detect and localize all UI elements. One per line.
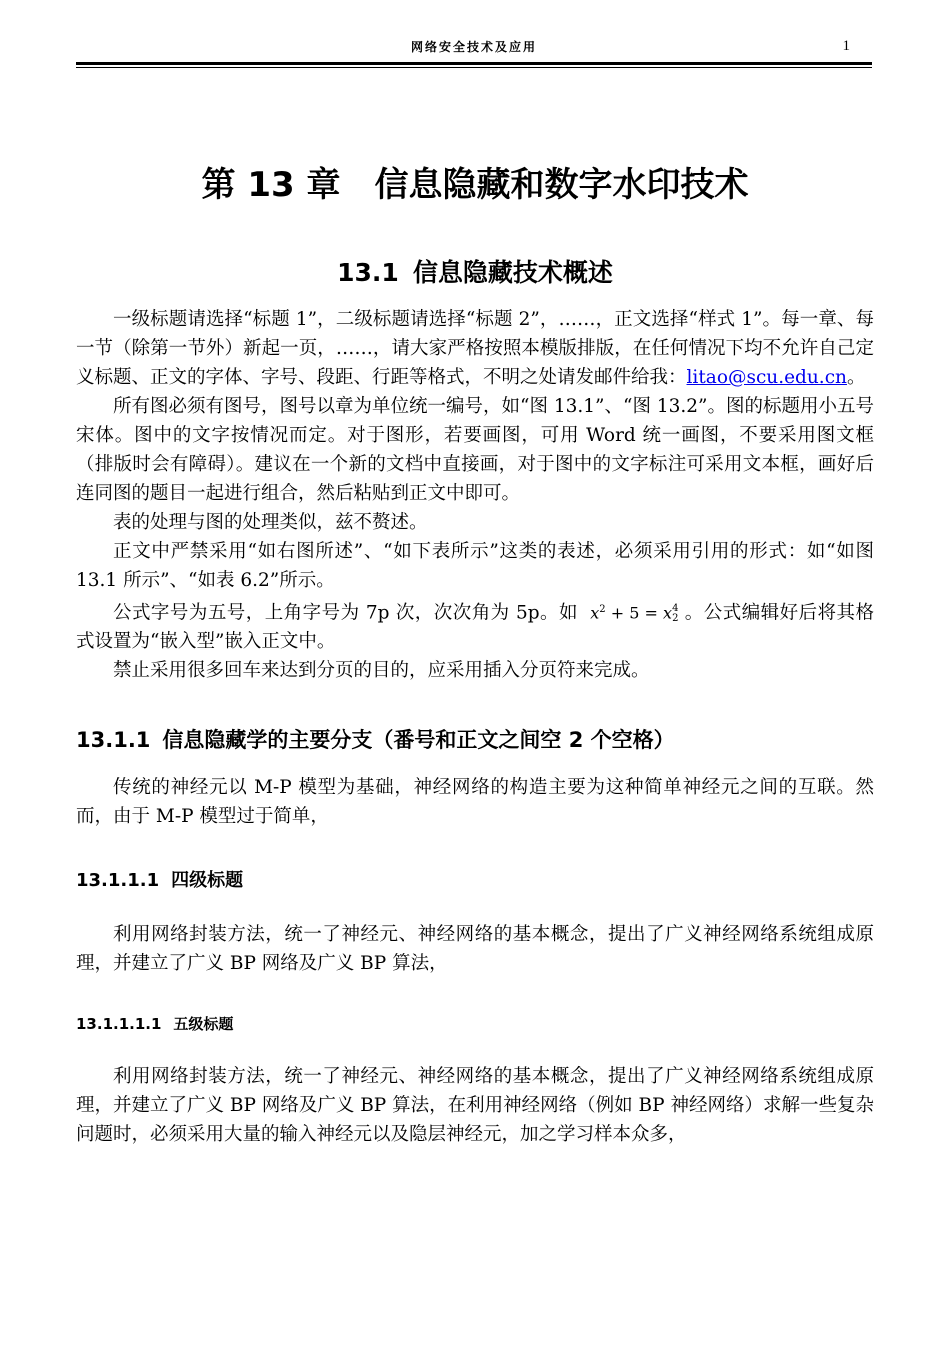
formula-right-exponent: 4	[672, 602, 679, 614]
fifth-level-number: 13.1.1.1.1	[76, 1015, 162, 1034]
formula-right-scripts	[672, 604, 678, 624]
fourth-level-heading	[76, 867, 874, 895]
third-level-number: 13.1.1	[76, 728, 151, 753]
chapter-name: 信息隐藏和数字水印技术	[374, 165, 749, 205]
page-number: 1	[842, 38, 850, 54]
figure-instructions-paragraph: 所有图必须有图号，图号以章为单位统一编号，如“图 13.1”、“图 13.2”。图的标题用小五号宋体。图中的文字按情况而定。对于图形，若要画图，可用 Word 统一画图，不要采用图文框（排版时会有障碍）。建议在一个新的文档中直接画，对于图中的文字标注可采用文本框，画好后连同图的题目一起进行组合，然后粘贴到正文中即可。	[76, 396, 874, 504]
formula-constant: 5	[629, 603, 640, 623]
reference-instructions-paragraph: 正文中严禁采用“如右图所述”、“如下表所示”这类的表述，必须采用引用的形式：如“如图 13.1 所示”、“如表 6.2”所示。	[76, 541, 874, 591]
formula-instructions-end: 。公式编辑好后将其格式设置为“嵌入型”嵌入正文中。	[76, 602, 874, 653]
table-instructions-paragraph: 表的处理与图的处理类似，兹不赘述。	[113, 512, 428, 533]
fourth-level-number: 13.1.1.1	[76, 870, 160, 892]
contact-email-link[interactable]: litao@scu.edu.cn	[686, 367, 847, 388]
bp-network-paragraph: 利用网络封装方法，统一了神经元、神经网络的基本概念，提出了广义神经网络系统组成原理，并建立了广义 BP 网络及广义 BP 算法，在利用神经网络（例如 BP 神经网络）求解一些复杂问题时，必须采用大量的输入神经元以及隐层神经元，加之学习样本众多，	[76, 1066, 874, 1146]
formatting-instructions-text: 一级标题请选择“标题 1”，二级标题请选择“标题 2”，……，正文选择“样式 1”。每一章、每一节（除第一节外）新起一页，……，请大家严格按照本模版排版，在任何情况下均不允许自己定义标题、正文的字体、字号、段距、行距等格式，不明之处请发邮件给我：	[76, 309, 874, 388]
formula-instructions-paragraph	[76, 595, 874, 656]
formula-right-subscript: 2	[672, 612, 679, 624]
chapter-title	[76, 150, 874, 220]
inline-formula	[584, 595, 684, 627]
running-header	[76, 34, 872, 64]
mp-model-paragraph: 传统的神经元以 M-P 模型为基础，神经网络的构造主要为这种简单神经元之间的互联。然而，由于 M-P 模型过于简单，	[76, 777, 874, 828]
fifth-level-title: 五级标题	[173, 1015, 234, 1034]
network-encapsulation-paragraph: 利用网络封装方法，统一了神经元、神经网络的基本概念，提出了广义神经网络系统组成原理，并建立了广义 BP 网络及广义 BP 算法，	[76, 924, 874, 975]
header-thin-rule	[76, 67, 872, 68]
formula-x-right: x	[663, 603, 673, 623]
formula-plus: +	[610, 603, 625, 623]
document-content	[76, 150, 874, 1149]
page-break-instructions-paragraph: 禁止采用很多回车来达到分页的目的，应采用插入分页符来完成。	[113, 660, 650, 682]
section-number: 13.1	[337, 258, 399, 287]
running-title: 网络安全技术及应用	[410, 40, 537, 54]
section-title	[76, 255, 874, 291]
chapter-number: 第 13 章	[201, 165, 341, 205]
header-thick-rule	[76, 62, 872, 65]
formula-x-left: x	[590, 603, 600, 623]
third-level-title: 信息隐藏学的主要分支（番号和正文之间空 2 个空格）	[162, 728, 675, 753]
formula-instructions-text: 公式字号为五号，上角字号为 7p 次，次次角为 5p。如	[113, 602, 578, 624]
formula-equals: =	[644, 603, 658, 623]
formatting-instructions-paragraph	[76, 305, 874, 392]
formatting-instructions-end: 。	[846, 367, 866, 388]
third-level-heading	[76, 725, 874, 755]
fourth-level-title: 四级标题	[171, 870, 244, 892]
formula-left-exponent: 2	[599, 604, 606, 615]
section-name: 信息隐藏技术概述	[412, 258, 613, 287]
fifth-level-heading	[76, 1012, 874, 1037]
